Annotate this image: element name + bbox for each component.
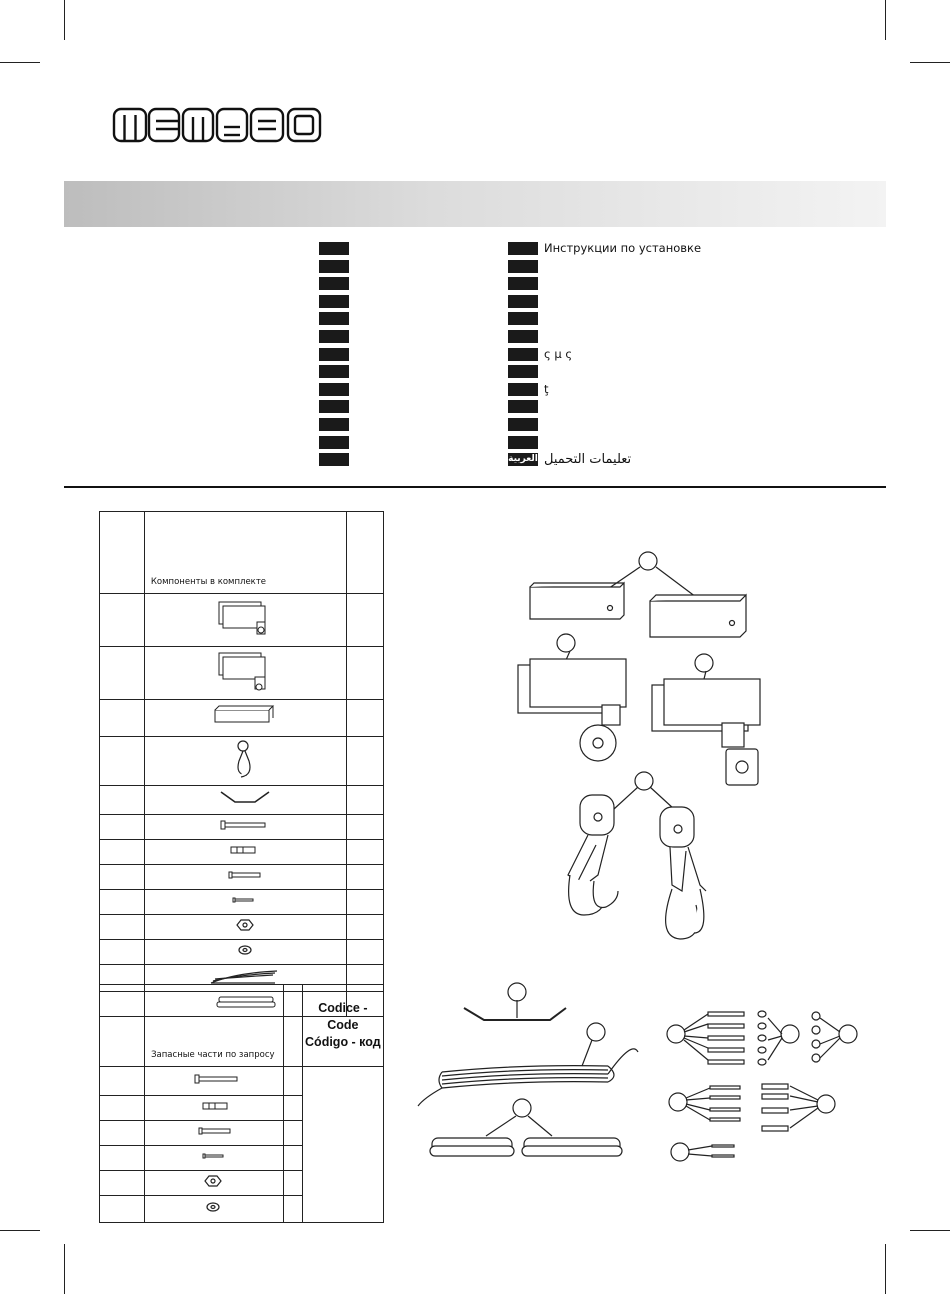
- callout-circle: [639, 552, 657, 570]
- accessories-drawing: [412, 980, 882, 1180]
- language-tag: [508, 418, 538, 431]
- language-tag: [319, 330, 349, 343]
- callout-circle: [508, 983, 526, 1001]
- code-cell: [302, 1067, 383, 1223]
- table-row: [100, 700, 384, 737]
- parts-table: [99, 511, 384, 1017]
- bracket-left: [530, 583, 624, 619]
- slider-right: [652, 679, 760, 785]
- language-tag: [508, 365, 538, 378]
- part-bar-icon: [145, 786, 346, 810]
- crop-mark: [64, 1244, 65, 1294]
- nut-icon: [145, 1171, 283, 1191]
- table-row: [100, 815, 384, 840]
- part-slider-b-icon: [145, 647, 346, 695]
- wall-plug-icon: [145, 840, 346, 860]
- parts-header-label: Компоненты в комплекте: [150, 577, 266, 587]
- table-cell: [100, 985, 145, 1067]
- language-tag: [319, 418, 349, 431]
- language-tag: [508, 295, 538, 308]
- language-label: Инструкции по установке: [544, 241, 702, 255]
- callout-circle: [667, 1025, 685, 1043]
- language-tag: [319, 277, 349, 290]
- screw-small-icon: [145, 1146, 283, 1166]
- washer-icon: [145, 940, 346, 960]
- screw-medium-set: [710, 1086, 740, 1121]
- wall-plug-set: [762, 1084, 788, 1131]
- language-tag: [319, 348, 349, 361]
- code-label-line2: Código - код: [305, 1035, 381, 1049]
- language-tag: [319, 453, 349, 466]
- table-header: [144, 512, 346, 594]
- crop-mark: [885, 0, 886, 40]
- spares-table: [99, 984, 384, 1223]
- screw-medium-icon: [145, 865, 346, 885]
- callout-circle: [557, 634, 575, 652]
- callout-circle: [839, 1025, 857, 1043]
- language-tag: [508, 348, 538, 361]
- bar-part: [464, 1008, 566, 1020]
- callout-circle: [695, 654, 713, 672]
- slider-left: [518, 659, 626, 761]
- rope-coil: [418, 1049, 638, 1106]
- assembly-drawing: [500, 545, 800, 945]
- screw-medium-icon: [145, 1121, 283, 1141]
- nut-set: [812, 1012, 820, 1062]
- callout-circle: [669, 1093, 687, 1111]
- table-row: [100, 1067, 384, 1096]
- part-bracket-icon: [145, 700, 346, 732]
- hook-right: [660, 807, 706, 939]
- table-row: [100, 647, 384, 700]
- screw-set: [708, 1012, 744, 1064]
- language-label: ţ: [544, 381, 549, 396]
- language-label: ς μ ς: [544, 346, 573, 361]
- table-cell: [284, 985, 303, 1067]
- code-header: [302, 985, 383, 1067]
- language-tag: [319, 383, 349, 396]
- language-tag: [319, 436, 349, 449]
- language-tag: [319, 312, 349, 325]
- crop-mark: [910, 62, 950, 63]
- language-tag: [319, 242, 349, 255]
- callout-circle: [587, 1023, 605, 1041]
- table-row: [100, 915, 384, 940]
- callout-circle: [817, 1095, 835, 1113]
- table-row: [100, 786, 384, 815]
- part-hook-icon: [145, 737, 346, 781]
- screw-small-icon: [145, 890, 346, 910]
- language-tag: [319, 400, 349, 413]
- table-cell: [100, 512, 145, 594]
- table-row: [100, 890, 384, 915]
- part-slider-a-icon: [145, 594, 346, 642]
- hook-left: [568, 795, 618, 915]
- table-row: [100, 594, 384, 647]
- language-tag: [508, 383, 538, 396]
- screw-long-icon: [145, 1067, 283, 1091]
- language-tag-arabic: [508, 453, 538, 466]
- crop-mark: [885, 1244, 886, 1294]
- brand-logo: [112, 106, 324, 144]
- table-row: [100, 737, 384, 786]
- language-tag: [508, 400, 538, 413]
- screw-small-set: [712, 1145, 734, 1157]
- language-tag: [319, 260, 349, 273]
- callout-circle: [513, 1099, 531, 1117]
- language-tag: [508, 260, 538, 273]
- crop-mark: [910, 1230, 950, 1231]
- language-tag: [508, 312, 538, 325]
- section-divider: [64, 486, 886, 488]
- table-cell: [346, 512, 383, 594]
- code-label-line1: Codice - Code: [318, 1001, 368, 1032]
- leader-line: [656, 567, 696, 597]
- wall-plug-icon: [145, 1096, 283, 1116]
- washer-icon: [145, 1196, 283, 1218]
- crop-mark: [0, 1230, 40, 1231]
- crop-mark: [64, 0, 65, 40]
- washer-set: [758, 1011, 766, 1065]
- language-tag: [508, 330, 538, 343]
- language-tag: [319, 365, 349, 378]
- crop-mark: [0, 62, 40, 63]
- callout-circle: [781, 1025, 799, 1043]
- table-row: [100, 865, 384, 890]
- screw-long-icon: [145, 815, 346, 835]
- language-tag: [508, 242, 538, 255]
- title-banner: [64, 181, 886, 227]
- bracket-right: [650, 595, 746, 637]
- language-tag: [508, 436, 538, 449]
- nut-icon: [145, 915, 346, 935]
- table-row: [100, 840, 384, 865]
- language-label: تعليمات التحميل: [544, 452, 632, 468]
- language-tag: [508, 277, 538, 290]
- callout-circle: [671, 1143, 689, 1161]
- table-header: [145, 985, 284, 1067]
- language-tag: [319, 295, 349, 308]
- language-tag-text: العربية: [508, 454, 538, 465]
- spares-header-label: Запасные части по запросу: [151, 1050, 275, 1060]
- table-row: [100, 940, 384, 965]
